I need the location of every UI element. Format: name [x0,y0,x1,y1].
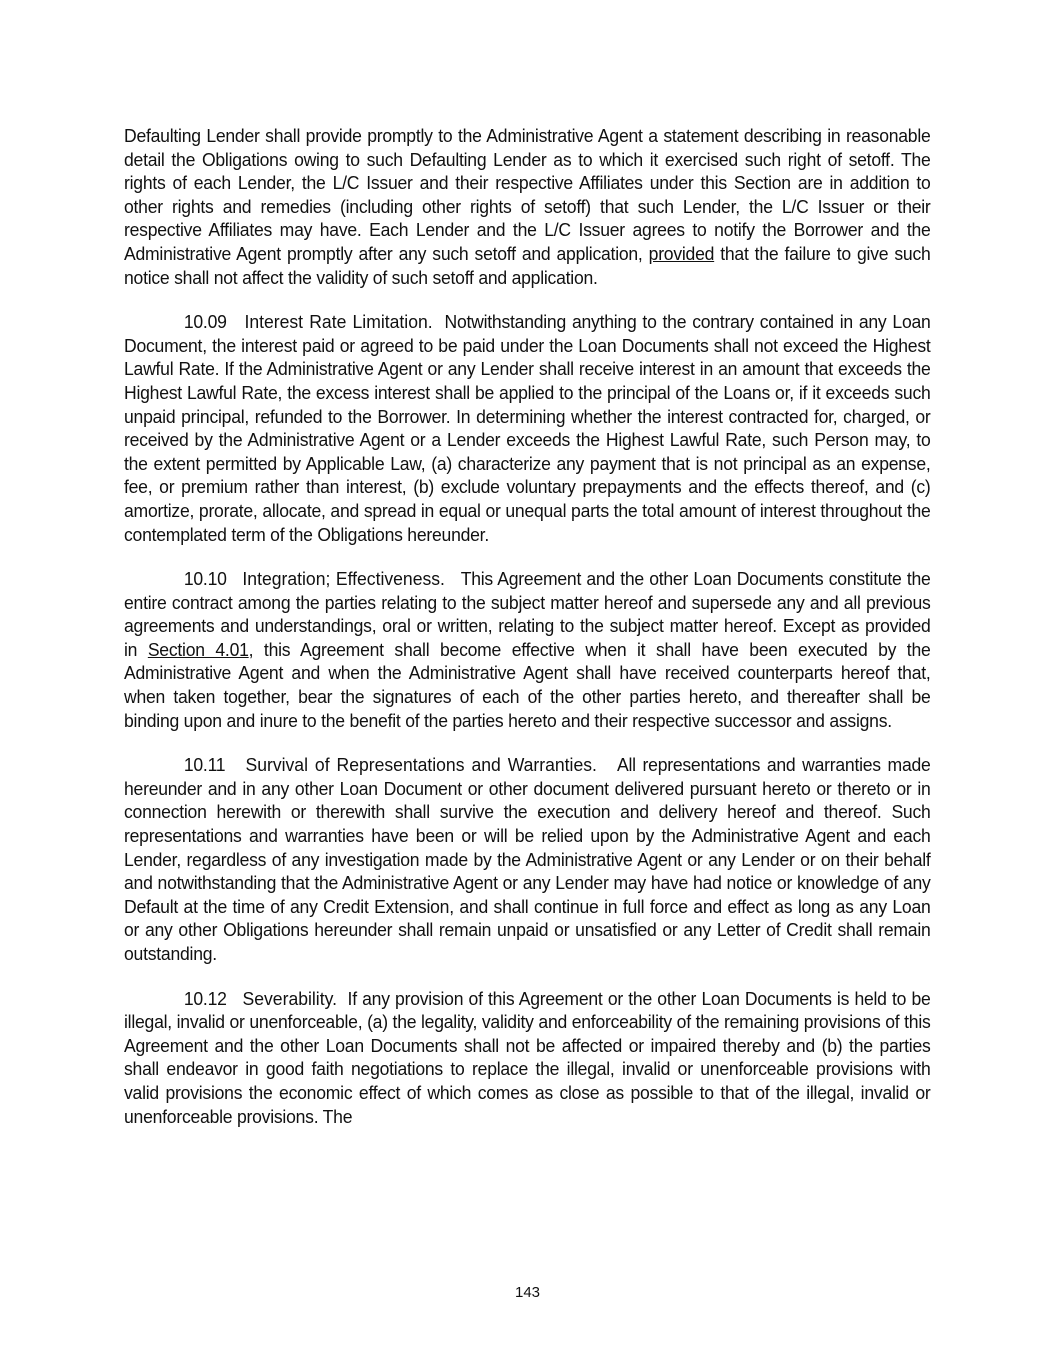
section-10-11 [124,753,931,965]
section-heading: Severability. [242,987,337,1009]
section-body: All representations and warranties made hereunder and in any other Loan Document or other document delivered pursuant hereto or thereto or in connection herewith or therewith shall survive the execution and delivery hereof and thereof. Such representations and warranties have been or will be relied upon by the Administrative Agent and each Lender, regardless of any investigation made by the Administrative Agent or any Lender or on their behalf and notwithstanding that the Administrative Agent or any Lender may have had notice or knowledge of any Default at the time of any Credit Extension, and shall continue in full force and effect as long as any Loan or any other Obligations hereunder shall remain unpaid or unsatisfied or any Letter of Credit shall remain outstanding. [124,754,931,964]
section-10-12 [124,987,931,1129]
section-heading: Interest Rate Limitation. [244,311,433,333]
section-number: 10.10 [183,568,227,590]
section-number: 10.11 [183,754,226,776]
section-number: 10.09 [183,311,227,333]
section-body: Notwithstanding anything to the contrary contained in any Loan Document, the interest paid or agreed to be paid under the Loan Documents shall not exceed the Highest Lawful Rate. If the Administrative Agent or any Lender shall receive interest in an amount that exceeds the Highest Lawful Rate, the excess interest shall be applied to the principal of the Loans or, if it exceeds such unpaid principal, refunded to the Borrower. In determining whether the interest contracted for, charged, or received by the Administrative Agent or a Lender exceeds the Highest Lawful Rate, such Person may, to the extent permitted by Applicable Law, (a) characterize any payment that is not principal as an expense, fee, or premium rather than interest, (b) exclude voluntary prepayments and the effects thereof, and (c) amortize, prorate, allocate, and spread in equal or unequal parts the total amount of interest throughout the contemplated term of the Obligations hereunder. [124,311,931,545]
page-number: 143 [514,1284,541,1301]
section-number: 10.12 [183,987,227,1009]
section-heading: Survival of Representations and Warranties. [245,754,597,776]
underlined-term-provided: provided [648,242,715,264]
paragraph-setoff-continuation [124,124,931,289]
document-body [124,124,931,1149]
paragraph-text: that the failure to give such notice shall not affect the validity of such setoff and application. [124,242,931,288]
section-body: If any provision of this Agreement or the other Loan Documents is held to be illegal, invalid or unenforceable, (a) the legality, validity and enforceability of the remaining provisions of this Agreement and the other Loan Documents shall not be affected or impaired thereby and (b) the parties shall endeavor in good faith negotiations to replace the illegal, invalid or unenforceable provisions with valid provisions the economic effect of which comes as close as possible to that of the illegal, invalid or unenforceable provisions. The [124,987,931,1127]
section-reference-link: Section 4.01 [147,638,249,660]
section-body: , this Agreement shall become effective when it shall have been executed by the Administrative Agent and when the Administrative Agent shall have received counterparts hereof that, when taken together, bear the signatures of each of the other parties hereto, and thereafter shall be binding upon and inure to the benefit of the parties hereto and their respective successor and assigns. [124,638,931,731]
section-10-10 [124,567,931,732]
paragraph-text: Defaulting Lender shall provide promptly to the Administrative Agent a statement describing in reasonable detail the Obligations owing to such Defaulting Lender as to which it exercised such right of setoff. The rights of each Lender, the L/C Issuer and their respective Affiliates under this Section are in addition to other rights and remedies (including other rights of setoff) that such Lender, the L/C Issuer or their respective Affiliates may have. Each Lender and the L/C Issuer agrees to notify the Borrower and the Administrative Agent promptly after any such setoff and application, [124,125,931,264]
section-body: This Agreement and the other Loan Documents constitute the entire contract among the parties relating to the subject matter hereof and supersede any and all previous agreements and understandings, oral or written, relating to the subject matter hereof. Except as provided in [124,568,931,660]
section-10-09 [124,310,931,546]
section-heading: Integration; Effectiveness. [242,568,445,590]
